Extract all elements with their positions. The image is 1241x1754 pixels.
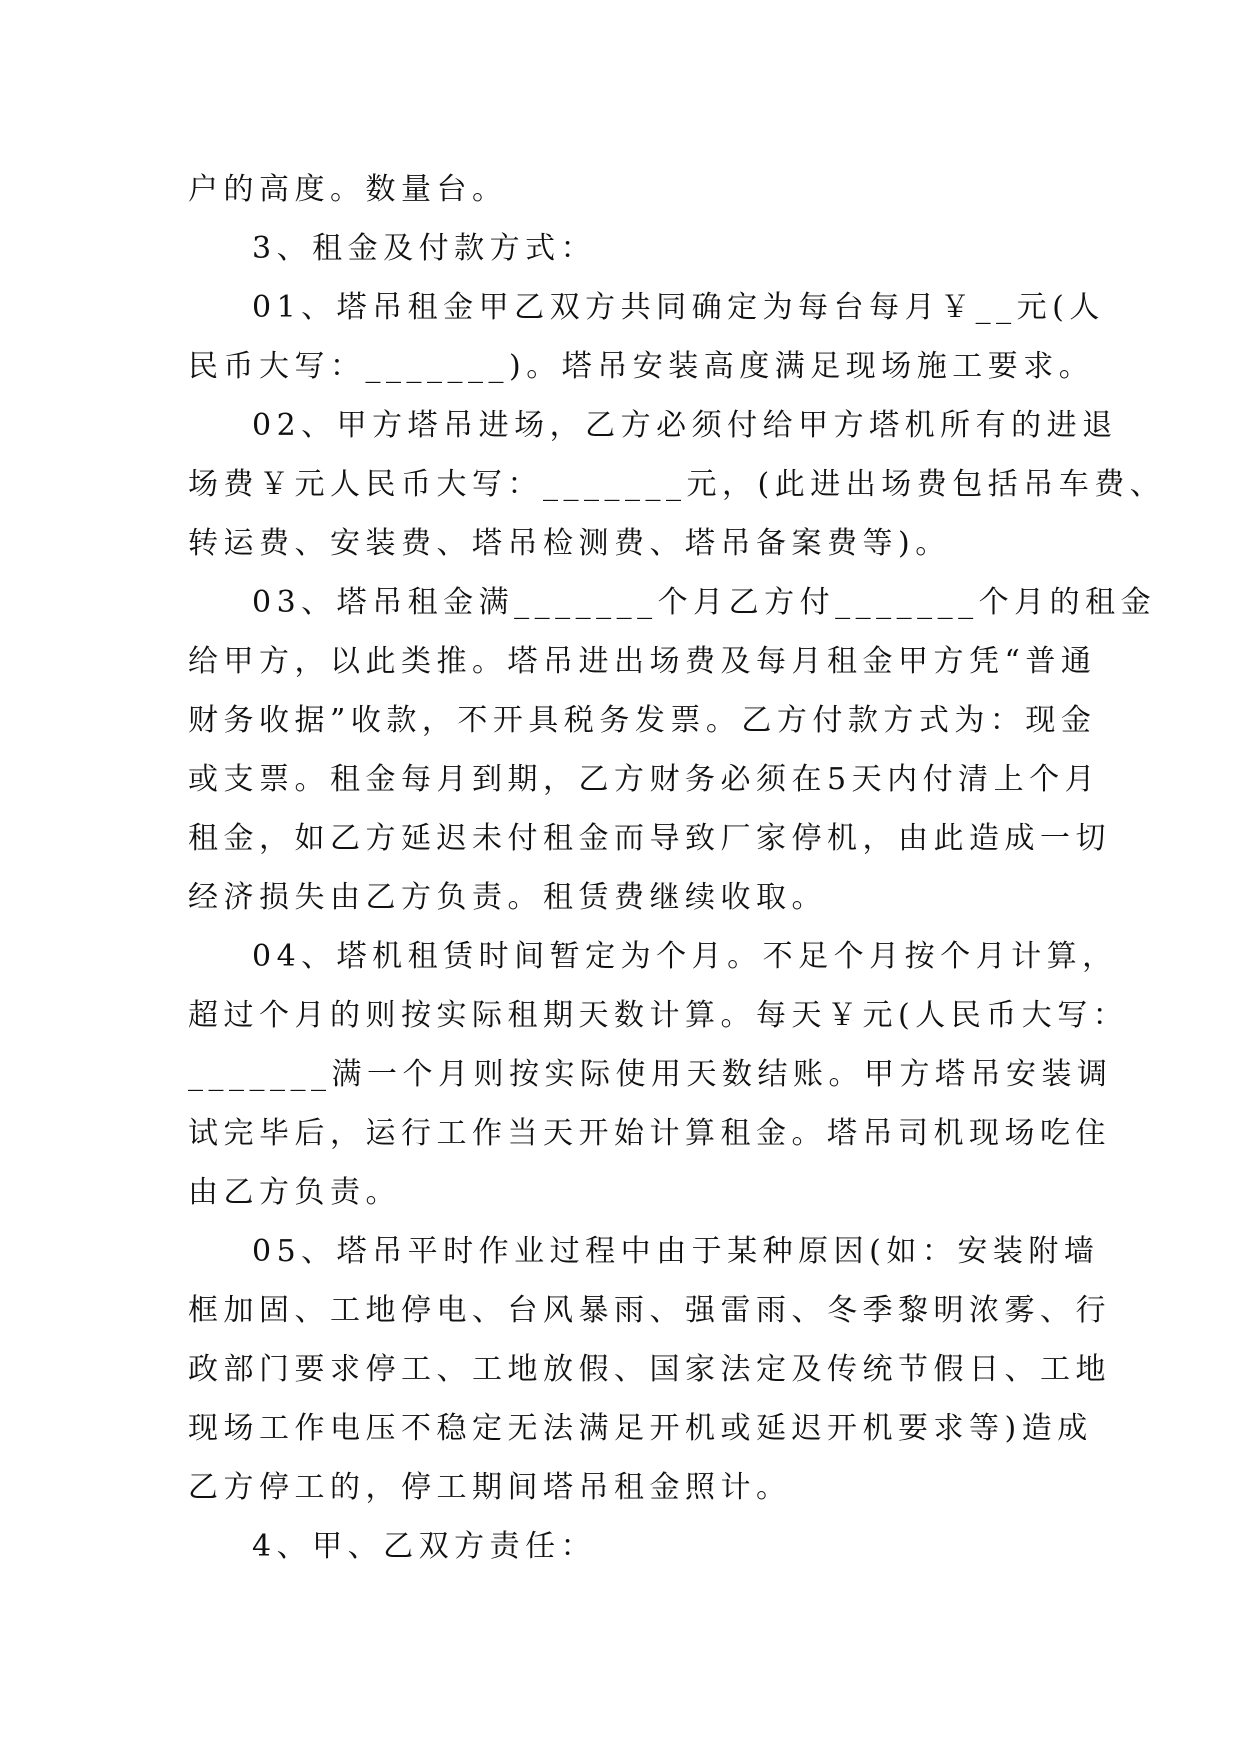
contract-text [188,160,1166,1576]
clause-05-line: 05、塔吊平时作业过程中由于某种原因(如：安装附墙 [252,1234,1100,1269]
clause-03-line: 财务收据”收款，不开具税务发票。乙方付款方式为：现金 [188,703,1097,738]
clause-05-line: 现场工作电压不稳定无法满足开机或延迟开机要求等)造成 [188,1411,1093,1446]
clause-04-line: 04、塔机租赁时间暂定为个月。不足个月按个月计算， [252,939,1118,974]
clause-03-line: 租金，如乙方延迟未付租金而导致厂家停机，由此造成一切 [188,821,1111,856]
clause-04-line: 超过个月的则按实际租期天数计算。每天￥元(人民币大写： [188,998,1129,1033]
clause-05-line: 框加固、工地停电、台风暴雨、强雷雨、冬季黎明浓雾、行 [188,1293,1111,1328]
section-heading-rent-payment: 3、租金及付款方式： [252,231,597,266]
clause-03-line: 经济损失由乙方负责。租赁费继续收取。 [188,880,827,915]
section-heading-responsibilities: 4、甲、乙双方责任： [252,1529,597,1564]
clause-05-line: 乙方停工的，停工期间塔吊租金照计。 [188,1470,792,1505]
clause-02-line: 场费￥元人民币大写：_______元，(此进出场费包括吊车费、 [188,467,1166,502]
clause-03-line: 或支票。租金每月到期，乙方财务必须在5天内付清上个月 [188,762,1101,797]
text-line: 户的高度。数量台。 [188,172,508,207]
clause-04-line: 由乙方负责。 [188,1175,401,1210]
clause-05-line: 政部门要求停工、工地放假、国家法定及传统节假日、工地 [188,1352,1111,1387]
clause-04-line: 试完毕后，运行工作当天开始计算租金。塔吊司机现场吃住 [188,1116,1111,1151]
clause-01-line: 01、塔吊租金甲乙双方共同确定为每台每月￥__元(人 [252,290,1105,325]
clause-04-line: _______满一个月则按实际使用天数结账。甲方塔吊安装调 [188,1057,1113,1092]
clause-03-line: 给甲方，以此类推。塔吊进出场费及每月租金甲方凭“普通 [188,644,1097,679]
clause-02-line: 转运费、安装费、塔吊检测费、塔吊备案费等)。 [188,526,951,561]
clause-01-line: 民币大写：_______)。塔吊安装高度满足现场施工要求。 [188,349,1095,384]
clause-02-line: 02、甲方塔吊进场，乙方必须付给甲方塔机所有的进退 [252,408,1118,443]
clause-03-line: 03、塔吊租金满_______个月乙方付_______个月的租金 [252,585,1157,620]
